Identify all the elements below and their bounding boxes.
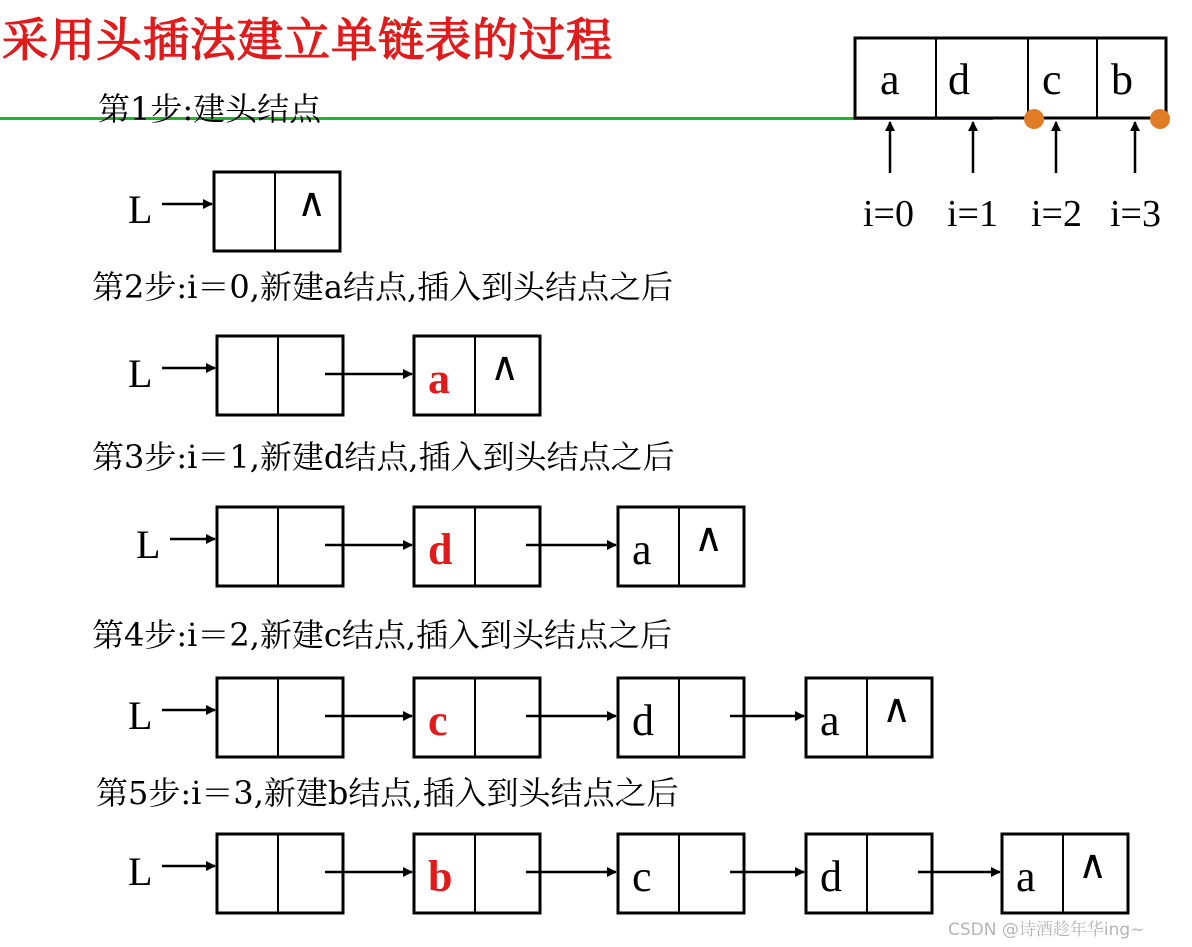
node-value: d (820, 852, 842, 901)
node-value: a (632, 525, 652, 574)
null-symbol: ∧ (1078, 842, 1108, 887)
node-value: a (428, 354, 450, 403)
null-symbol: ∧ (694, 515, 724, 560)
array-cell: a (880, 55, 900, 104)
step-3-label: 第3步:i＝1,新建d结点,插入到头结点之后 (92, 438, 675, 476)
node-value: a (820, 696, 840, 745)
head-pointer-label: L (128, 351, 153, 396)
node-value: d (428, 525, 453, 574)
node-value: c (428, 696, 448, 745)
head-node (217, 678, 343, 757)
head-node (217, 834, 343, 913)
index-label: i=0 (863, 193, 914, 235)
head-node (217, 507, 343, 586)
head-pointer-label: L (136, 522, 161, 567)
marker-dot (1024, 109, 1044, 129)
head-pointer-label: L (128, 693, 153, 738)
node-value: b (428, 852, 453, 901)
null-symbol: ∧ (490, 344, 520, 389)
array-cell: c (1042, 55, 1062, 104)
node-value: a (1016, 852, 1036, 901)
index-label: i=1 (947, 193, 998, 235)
null-symbol: ∧ (297, 180, 327, 225)
step-5-label: 第5步:i＝3,新建b结点,插入到头结点之后 (96, 774, 679, 812)
head-node (217, 336, 343, 415)
step-1-label: 第1步:建头结点 (98, 90, 322, 128)
head-pointer-label: L (128, 187, 153, 232)
marker-dot (1150, 109, 1170, 129)
source-array (855, 38, 1170, 235)
step-2-label: 第2步:i＝0,新建a结点,插入到头结点之后 (92, 268, 674, 306)
array-cell: d (948, 55, 970, 104)
node-value: d (632, 696, 654, 745)
node-value: c (632, 852, 652, 901)
head-pointer-label: L (128, 849, 153, 894)
index-label: i=2 (1031, 193, 1082, 235)
step-4-label: 第4步:i＝2,新建c结点,插入到头结点之后 (92, 616, 673, 654)
array-cell: b (1111, 55, 1133, 104)
watermark: CSDN @诗酒趁年华ing~ (948, 920, 1145, 940)
null-symbol: ∧ (882, 686, 912, 731)
index-label: i=3 (1110, 193, 1161, 235)
page-title: 采用头插法建立单链表的过程 (2, 13, 613, 67)
